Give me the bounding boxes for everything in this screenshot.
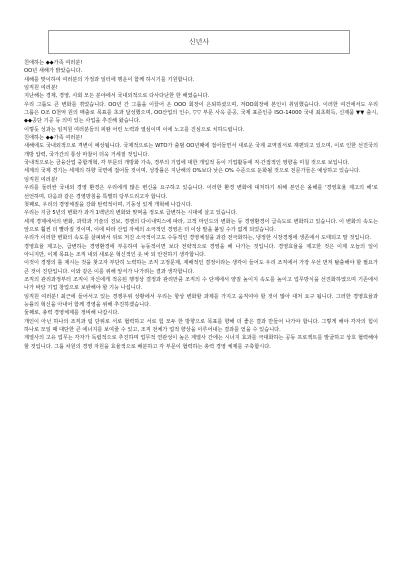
body-paragraph: 국내적으로는 금융산업 중합개혁, 각 부문의 개방화 가속, 경부의 기업에 대한 개입적 등이 기업활동에 직·간접적인 영향을 미칠 것으로 보입니다. (24, 160, 350, 167)
body-paragraph: 지난해는 경제, 경영, 사회 모든 분야에서 국내외적으로 다사다난한 한 해였습니다. (24, 93, 210, 100)
body-paragraph: 세계의 국제 경기는 세계의 하향 국면에 접어들 것이며, 성장률은 지난해의 O%보다 낮은 O% 수준으로 둔화될 것으로 전문가들은 예상하고 있습니다. (24, 168, 361, 175)
body-paragraph: 세계 경제에서의 변화, 과학과 기술의 진보, 경쟁의 다이내믹스에 따라, 고객 마인드의 변화는 등 경영환경이 급속도로 변화하고 있습니다. 이 변화의 속도는 앞으로 훨씬 더 빨라질 것이며, 이에 따라 산업 자체의 소극적인 경영은 더 이상 발을 붙일 수가 없게 되었습니다. (24, 218, 378, 233)
body-paragraph: 계열사의 고유 업무는 각자가 독립적으로 추진하며 업무적 연관성이 높은 계열사 간에는 시너지 효과를 극대화하는 공동 프로젝트를 발굴하고 상호 협력해야 할 것입니다. 그룹 차원의 경영 자원을 효율적으로 배분하고 각 부문이 협력하는 총력 경영 체제를 구축합시다. (24, 335, 378, 350)
body-paragraph: 친애하는 ◆◆가족 여러분! (24, 135, 83, 142)
body-paragraph: 임직원 여러분! (24, 176, 58, 183)
body-paragraph: 조직의 관리과정부터 조직이 자신에게 적응된 행정상 결정과 관리만큼 조직의 수 단계에서 양질 높이지 속도를 높이고 업무방식을 선진화하였으며 기존에서 나가 바탕 기업 창업으로 보완해야 할 기능 나섭니다. (24, 276, 378, 292)
body-paragraph: 둘째로, 총력 경영체제를 정비해 나갑시다. (24, 310, 120, 317)
body-paragraph: 경영효율 제고는, 급변하는 경영환경에 부응하여 능동적이면 보다 전략적으로 경영을 해 나가는 것입니다. 경영효율을 제고한 것은 이제 오늘의 일이 아니지만, 이제 목표는 조직 내외 새로운 혁신적인 옷 바 되 안전하기 생각합니다. (24, 243, 378, 258)
body-paragraph: 임직원 여러분! (24, 85, 58, 92)
body-paragraph: 이것이 경쟁의 틀 제시는 것을 찾고자 부단히 노력하는 조직 고정문제, 재배적인 결정이라는 생각이 들어도 우리 조직에서 가장 우선 먼저 탈출해야 할 필요가 큰 것이 진단입니다. 이와 같은 이를 위해 앞서가 나가려는 결과 생각합니다. (24, 260, 378, 275)
body-paragraph: OO년 새해가 밝았습니다. (24, 68, 83, 75)
body-paragraph: 우리 그룹도 큰 변화를 겪었습니다. OO년 간 그룹을 이끌어 온 OOO 회장이 은퇴하셨으며, 저OO회장에 본인이 취임했습니다. 이러한 여건에서도 우리 그룹은 O조 O천억 원의 매출로 목표를 초과 달성했으며, OO산업의 인수, ▽▽ 부문 사옥 준공, 국제 표준인증 ISO-14000 국내 최초획득, 신제품 ▼▼ 출시, ◆◆공단 기공 등 의미 있는 사업을 추진해 왔습니다. (24, 101, 378, 125)
body-paragraph: 우리가 이러한 변화의 속도를 살펴봐서 뒤로 처진 소극적이고도 수동적인 경영체질을 과감 전극화하는, 냉정한 시장경쟁에 생존에서 도태되고 말 것입니다. (24, 235, 372, 242)
document-body (24, 59, 378, 351)
document-title: 신년사 (188, 38, 210, 46)
body-paragraph: 우리는 지금 5년의 변화가 과거 1백년의 변화와 맞먹을 정도로 급변하는 시대에 살고 있습니다. (24, 210, 238, 217)
body-paragraph: 친애하는 ◆◆가족 여러분! (24, 60, 83, 66)
title-box (48, 30, 350, 54)
body-paragraph: 새해에도 국내외적으로 격변이 예상됩니다. 국제적으로는 WTO가 출범 OO년째에 접어들면서 새로운 국제 교역질서로 재편되고 있으며, 이로 인한 선진국의 개방 압력, 국가간의 통상 마찰이 더욱 거세질 것입니다. (24, 143, 378, 158)
body-paragraph: 첫째로, 우리의 경영체질을 강화 탄력적이며, 기동성 있게 개혁해 나갑시다. (24, 201, 193, 208)
body-paragraph: 새해를 맞이하여 여러분의 가정과 일터에 행운이 함께 하시기를 기원합니다. (24, 76, 195, 83)
body-paragraph: 임직원 여러분! 최근에 들어서고 있는 경쟁우위 상황에서 우리는 항상 변화할 과제를 가지고 움직여야 할 것이 많아 대처 요구 됩니다. 그러한 경영효율과 능률의 혁신을 아내어 함께 경영을 위해 추진하겠습니다. (24, 293, 378, 308)
body-paragraph: 우리를 둘러싼 국내외 경영 환경은 우리에게 많은 변신을 요구하고 있습니다. 이러한 환경 변화에 대처하기 위해 본인은 올해를 '경영효율 제고의 해'로 선언하며, 다음과 같은 경영방침을 특별히 당부드리고자 합니다. (24, 185, 378, 200)
body-paragraph: 이렇듯 성과는 임직원 여러분들의 피땀 어린 노력과 열심이며 이에 노고를 진심으로 치하드립니다. (24, 126, 245, 133)
body-paragraph: 개인이 아닌 하나의 조직과 팀 단위로 서로 협력하고 서로 힘 모두 한 방향으로 목표를 향해 더 좋은 결과 만들어 나가야 합니다. 그렇게 해야 각자의 힘이 하나로 모일 때 대단한 큰 에너지를 보여줄 수 있고, 조직 전체가 업적 향상을 이루어내는 결과를 얻을 수 있습니다. (24, 318, 378, 333)
